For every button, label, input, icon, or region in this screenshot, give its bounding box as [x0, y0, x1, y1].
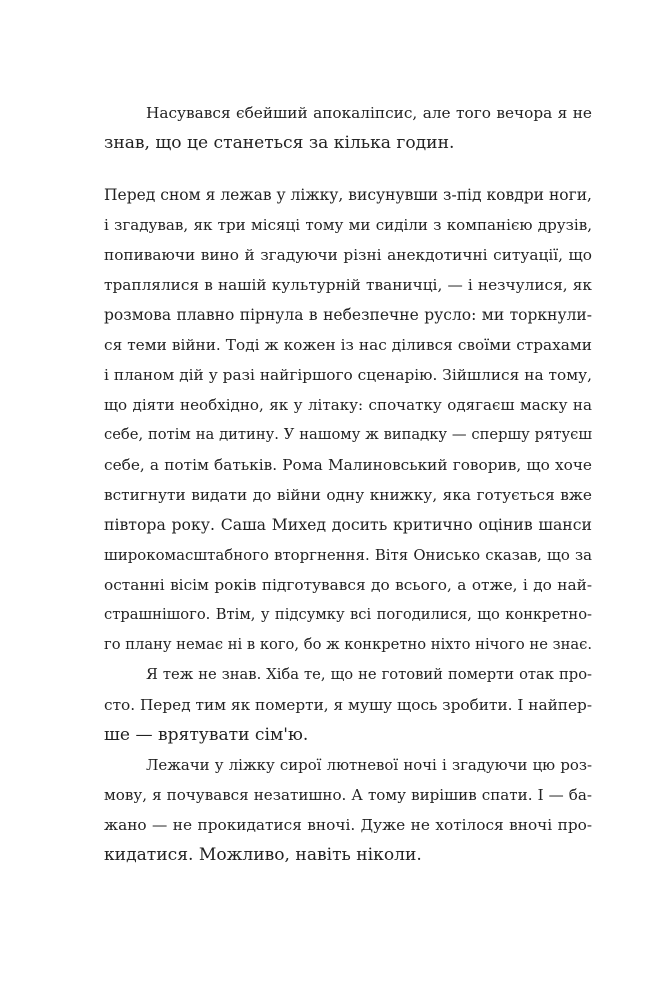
text-line: встигнути видати до війни одну книжку, яка готується вже — [104, 486, 592, 504]
text-line: Я теж не знав. Хіба те, що не готовий померти отак про- — [146, 666, 592, 683]
text-line: і згадував, як три місяці тому ми сиділи з компанією друзів, — [104, 216, 592, 234]
text-line: кидатися. Можливо, навіть ніколи. — [104, 845, 422, 865]
text-line: жано — не прокидатися вночі. Дуже не хотілося вночі про- — [104, 816, 592, 834]
text-line: Перед сном я лежав у ліжку, висунувши з-під ковдри ноги, — [104, 186, 592, 204]
text-line: знав, що це станеться за кілька годин. — [104, 133, 455, 153]
text-line: і планом дій у разі найгіршого сценарію. Зійшлися на тому, — [104, 366, 592, 384]
main-text — [104, 180, 592, 870]
text-line: останні вісім років підготувався до всього, а отже, і до най- — [104, 576, 592, 594]
text-line: попиваючи вино й згадуючи різні анекдотичні ситуації, що — [104, 246, 592, 264]
text-line: мову, я почувався незатишно. А тому вирішив спати. І — ба- — [104, 786, 592, 804]
paragraph-2 — [104, 660, 592, 750]
text-line: себе, а потім батьків. Рома Малиновський говорив, що хоче — [104, 456, 592, 474]
text-line: страшнішого. Втім, у підсумку всі погодилися, що конкретно- — [104, 606, 592, 623]
text-line: ше — врятувати сім'ю. — [104, 725, 309, 745]
paragraph-1 — [104, 180, 592, 660]
text-line: ся теми війни. Тоді ж кожен із нас ділився своїми страхами — [104, 336, 592, 354]
text-line: що діяти необхідно, як у літаку: спочатку одягаєш маску на — [104, 396, 592, 414]
text-line: широкомасштабного вторгнення. Вітя Онисько сказав, що за — [104, 546, 592, 564]
paragraph-3 — [104, 750, 592, 870]
text-line: розмова плавно пірнула в небезпечне русло: ми торкнули- — [104, 306, 592, 324]
text-line: сто. Перед тим як померти, я мушу щось зробити. І найпер- — [104, 696, 592, 714]
text-line: себе, потім на дитину. У нашому ж випадку — спершу рятуєш — [104, 426, 592, 443]
text-line: траплялися в нашій культурній тваничці, — і незчулися, як — [104, 276, 592, 294]
text-line: півтора року. Саша Михед досить критично оцінив шанси — [104, 515, 592, 534]
text-line: го плану немає ні в кого, бо ж конкретно ніхто нічого не знає. — [104, 636, 593, 653]
text-line: Насувався єбейший апокаліпсис, але того вечора я не — [146, 104, 592, 122]
intro-paragraph — [104, 98, 592, 158]
text-line: Лежачи у ліжку сирої лютневої ночі і згадуючи цю роз- — [146, 756, 592, 774]
